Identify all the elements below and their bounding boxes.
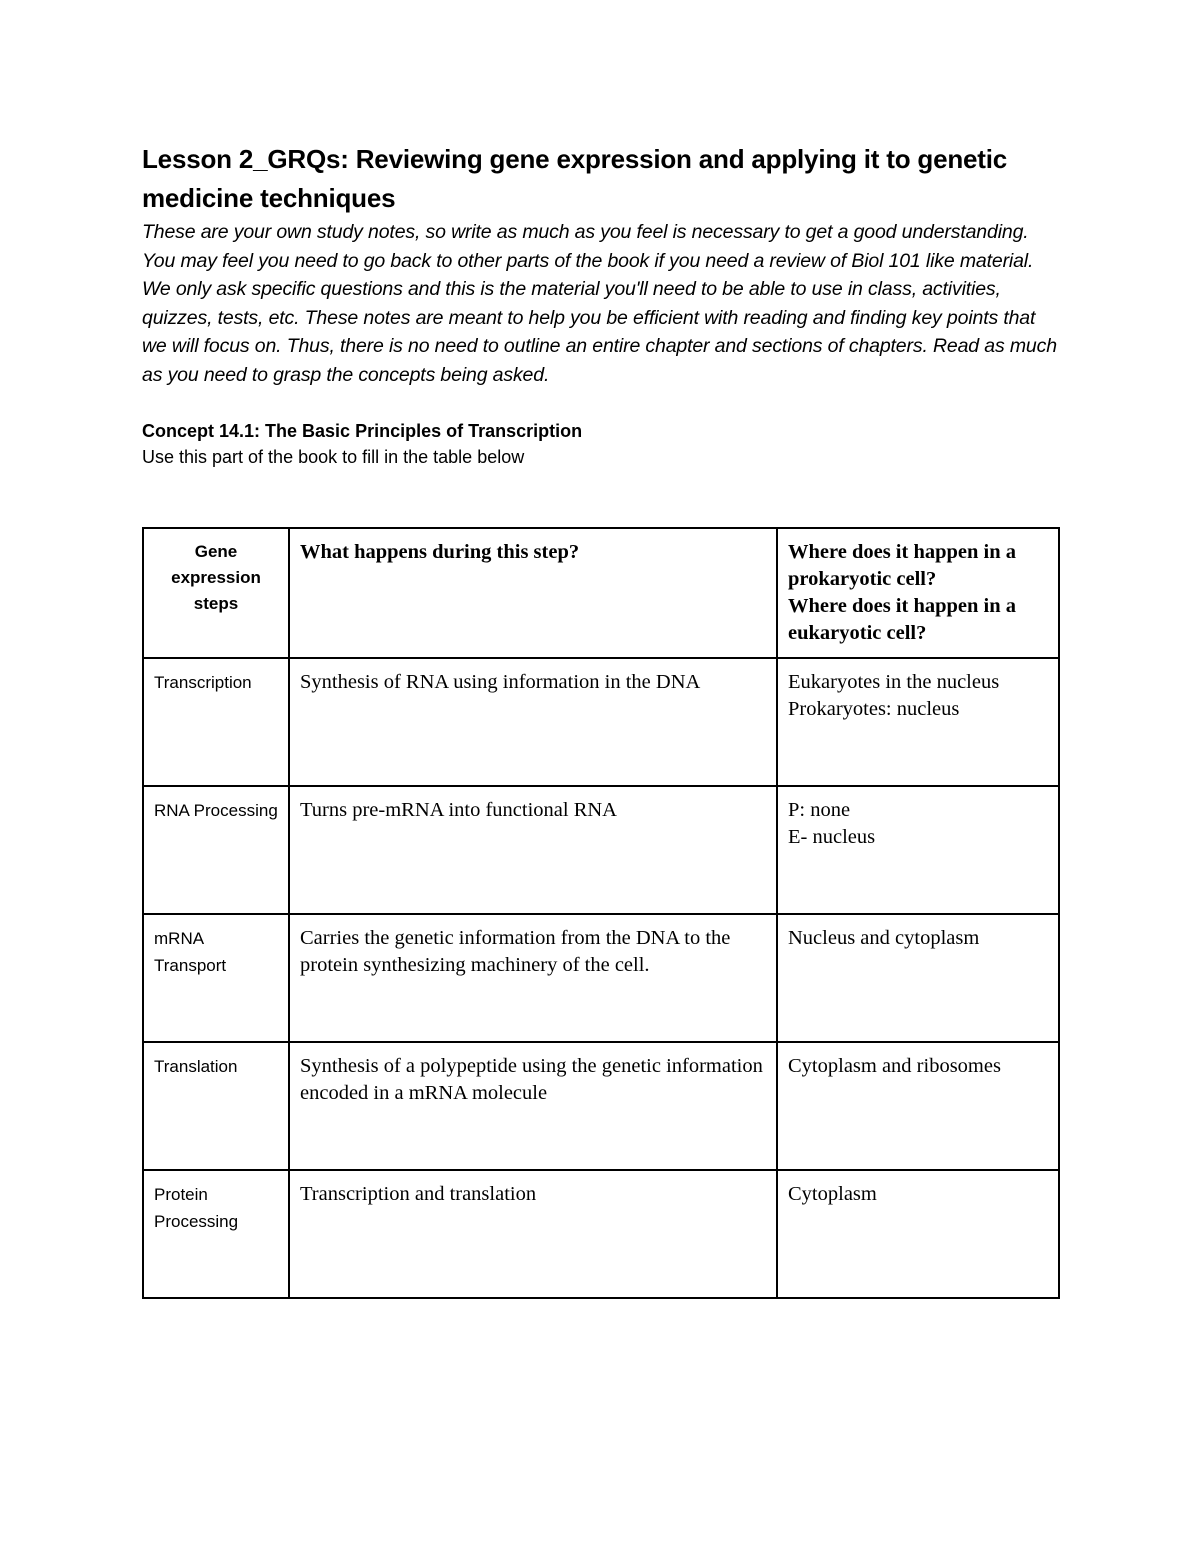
- table-row: [143, 914, 1059, 1042]
- document-title: Lesson 2_GRQs: Reviewing gene expression and applying it to genetic medicine techniques: [142, 144, 1008, 213]
- what-cell: Synthesis of RNA using information in the DNA: [289, 658, 777, 786]
- what-cell: Transcription and translation: [289, 1170, 777, 1298]
- what-cell: Synthesis of a polypeptide using the genetic information encoded in a mRNA molecule: [289, 1042, 777, 1170]
- table-header-row: [143, 528, 1059, 658]
- where-cell: [777, 658, 1059, 786]
- intro-paragraph: These are your own study notes, so write as much as you feel is necessary to get a good understanding. You may feel you need to go back to other parts of the book if you need a review of Biol 101 like material. We only ask specific questions and this is the material you'll need to be able to use in class, activities, quizzes, tests, etc. These notes are meant to help you be efficient with reading and finding key points that we will focus on. Thus, there is no need to outline an entire chapter and sections of chapters. Read as much as you need to grasp the concepts being asked.: [142, 221, 1057, 386]
- table-row: [143, 1042, 1059, 1170]
- header-what: [289, 528, 777, 658]
- step-cell: Translation: [143, 1042, 289, 1170]
- where-line: Eukaryotes in the nucleus: [788, 671, 1000, 693]
- step-cell: RNA Processing: [143, 786, 289, 914]
- table-row: [143, 1170, 1059, 1298]
- concept-instruction: Use this part of the book to fill in the table below: [142, 446, 525, 467]
- concept-heading: Concept 14.1: The Basic Principles of Transcription: [142, 420, 583, 441]
- what-cell: Turns pre-mRNA into functional RNA: [289, 786, 777, 914]
- header-where: [777, 528, 1059, 658]
- header-where-prokaryotic: Where does it happen in a prokaryotic cell?: [788, 541, 1017, 590]
- table-row: [143, 658, 1059, 786]
- where-cell: [777, 1042, 1059, 1170]
- where-line: Cytoplasm and ribosomes: [788, 1055, 1001, 1077]
- where-line: P: none: [788, 799, 851, 821]
- where-line: Nucleus and cytoplasm: [788, 927, 980, 949]
- document-page: [142, 140, 1058, 470]
- where-line: Prokaryotes: nucleus: [788, 698, 960, 720]
- where-line: E- nucleus: [788, 826, 876, 848]
- gene-expression-table: [142, 527, 1060, 1299]
- step-cell: Protein Processing: [143, 1170, 289, 1298]
- where-cell: [777, 786, 1059, 914]
- where-line: Cytoplasm: [788, 1183, 877, 1205]
- header-step-label: Gene expression steps: [171, 542, 261, 613]
- header-where-eukaryotic: Where does it happen in a eukaryotic cell?: [788, 595, 1017, 644]
- header-what-label: What happens during this step?: [300, 541, 580, 563]
- where-cell: [777, 914, 1059, 1042]
- what-cell: Carries the genetic information from the DNA to the protein synthesizing machinery of the cell.: [289, 914, 777, 1042]
- table-row: [143, 786, 1059, 914]
- step-cell: mRNA Transport: [143, 914, 289, 1042]
- step-cell: Transcription: [143, 658, 289, 786]
- header-step: [143, 528, 289, 658]
- where-cell: [777, 1170, 1059, 1298]
